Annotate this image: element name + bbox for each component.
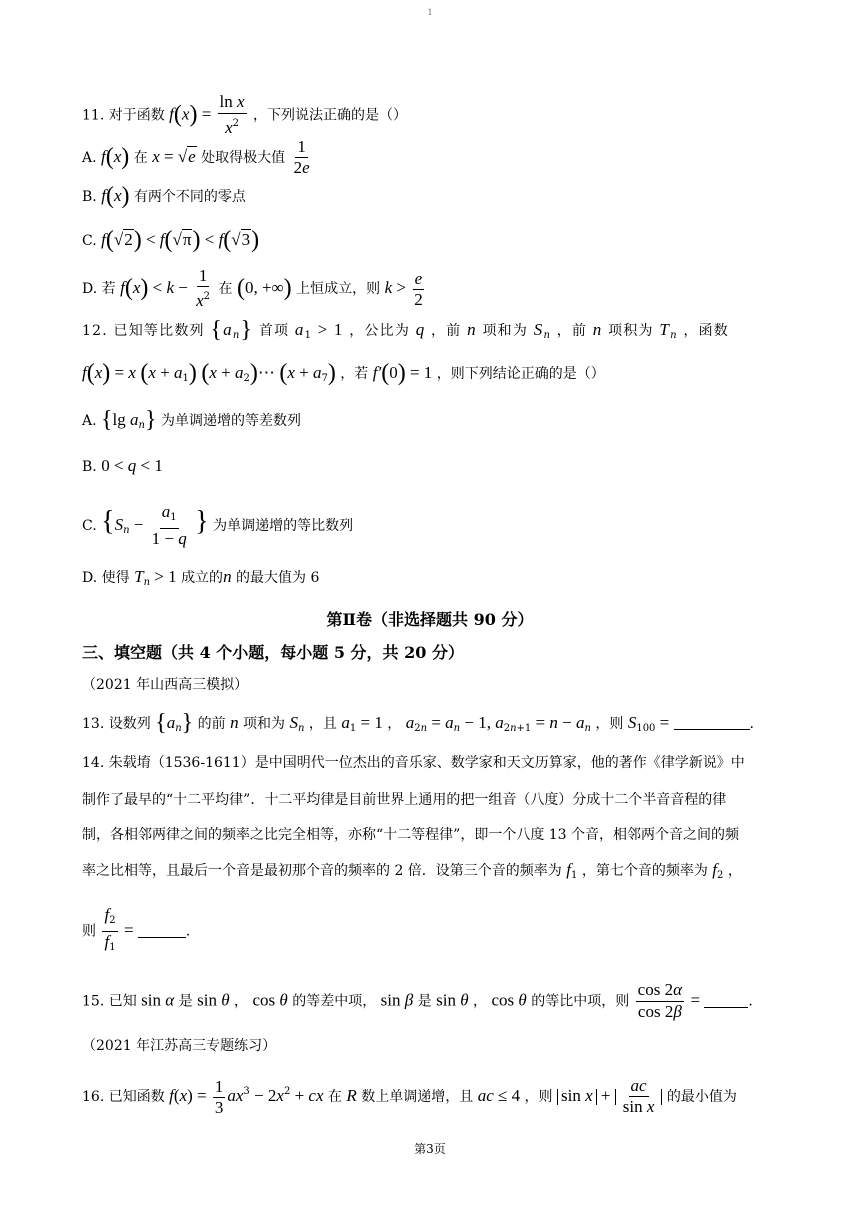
source-note-2: （2021 年江苏高三专题练习） <box>82 1038 277 1054</box>
question-12-stem-line1: 12. 已知等比数列 $\{a_n\}$ 首项 $a_1 > 1$ ，公比为 q ，前 n 项和为 $S_n$ ，前 n 项积为 $T_n$ ，函数 <box>82 317 729 343</box>
question-14-line5: 则 $\frac{f_2}{f_1}$ = . <box>82 905 191 953</box>
question-14-line4: 率之比相等，且最后一个音是最初那个音的频率的 2 倍．设第三个音的频率为 $f_1$ ，第七个音的频率为 $f_2$ ， <box>82 860 742 881</box>
question-11-option-b: B. f(x) 有两个不同的零点 <box>82 183 246 209</box>
section-3-heading: 三、填空题（共 4 个小题，每小题 5 分，共 20 分） <box>82 643 464 662</box>
question-12-option-b: B. 0 < q < 1 <box>82 456 163 475</box>
question-14-line1: 14. 朱载堉（1536-1611）是中国明代一位杰出的音乐家、数学家和天文历算家，他的著作《律学新说》中 <box>82 755 745 771</box>
question-16: 16. 已知函数 f(x) = $\frac{1}{3}$ $ax^3 - 2x^2$ + cx 在 R 数上单调递增，且 ac ≤ 4 ，则 sin x + $\frac{ac}{\text{sin x}}$ 的最小值为 <box>82 1076 737 1117</box>
question-15: 15. 已知 sin α 是 sin θ ， cos θ 的等差中项， sin β 是 sin θ ， cos θ 的等比中项，则 $\frac{\cos 2\alpha}{\cos 2\beta}$ = . <box>82 980 753 1021</box>
part-2-heading: 第Ⅱ卷（非选择题共 90 分） <box>326 610 534 629</box>
header-mark: 1 <box>427 8 433 17</box>
page-number: 第3页 <box>414 1142 446 1156</box>
question-14-line3: 制，各相邻两律之间的频率之比完全相等，亦称“十二等程律”，即一个八度 13 个音，相邻两个音之间的频 <box>82 827 740 843</box>
answer-blank[interactable] <box>138 923 186 938</box>
question-11-stem: 11. 对于函数 f(x) = $\frac{\text{ln x}}{x^2}$ ，下列说法正确的是（） <box>82 92 408 137</box>
question-11-option-d: D. 若 f(x) < k − $\frac{1}{x^2}$ 在 (0, +∞) 上恒成立，则 k > $\frac{e}{2}$ <box>82 266 423 310</box>
question-12-option-c: C. {$S_n$ − $\frac{a_1}{1 - q}$ } 为单调递增的等比数列 <box>82 502 354 548</box>
answer-blank[interactable] <box>704 993 748 1008</box>
source-note-1: （2021 年山西高三模拟） <box>82 677 249 693</box>
answer-blank[interactable] <box>674 715 750 730</box>
question-14-line2: 制作了最早的“十二平均律”．十二平均律是目前世界上通用的把一组音（八度）分成十二个半音音程的律 <box>82 792 727 808</box>
question-12-option-d: D. 使得 $T_n > 1$ 成立的n 的最大值为 6 <box>82 567 320 588</box>
question-11-option-a: A. f(x) 在 x = √e 处取得极大值 $\frac{1}{2e}$ <box>82 137 310 177</box>
question-12-option-a: A. {lg $a_n$} 为单调递增的等差数列 <box>82 407 301 433</box>
question-11-option-c: C. f(√2) < f(√π) < f(√3) <box>82 227 260 253</box>
question-13: 13. 设数列 $\{a_n\}$ 的前 n 项和为 $S_n$ ，且 $a_1 = 1$ ， $a_{2n} = a_n - 1$, $a_{2n+1} = n - a_n$ ，则 $S_{100}$ = . <box>82 710 754 736</box>
question-12-stem-line2: f(x) = x $(x + a_1)$ $(x + a_2)\cdots$ $(x + a_7)$ ，若 f′(0) = 1 ，则下列结论正确的是（） <box>82 360 605 386</box>
